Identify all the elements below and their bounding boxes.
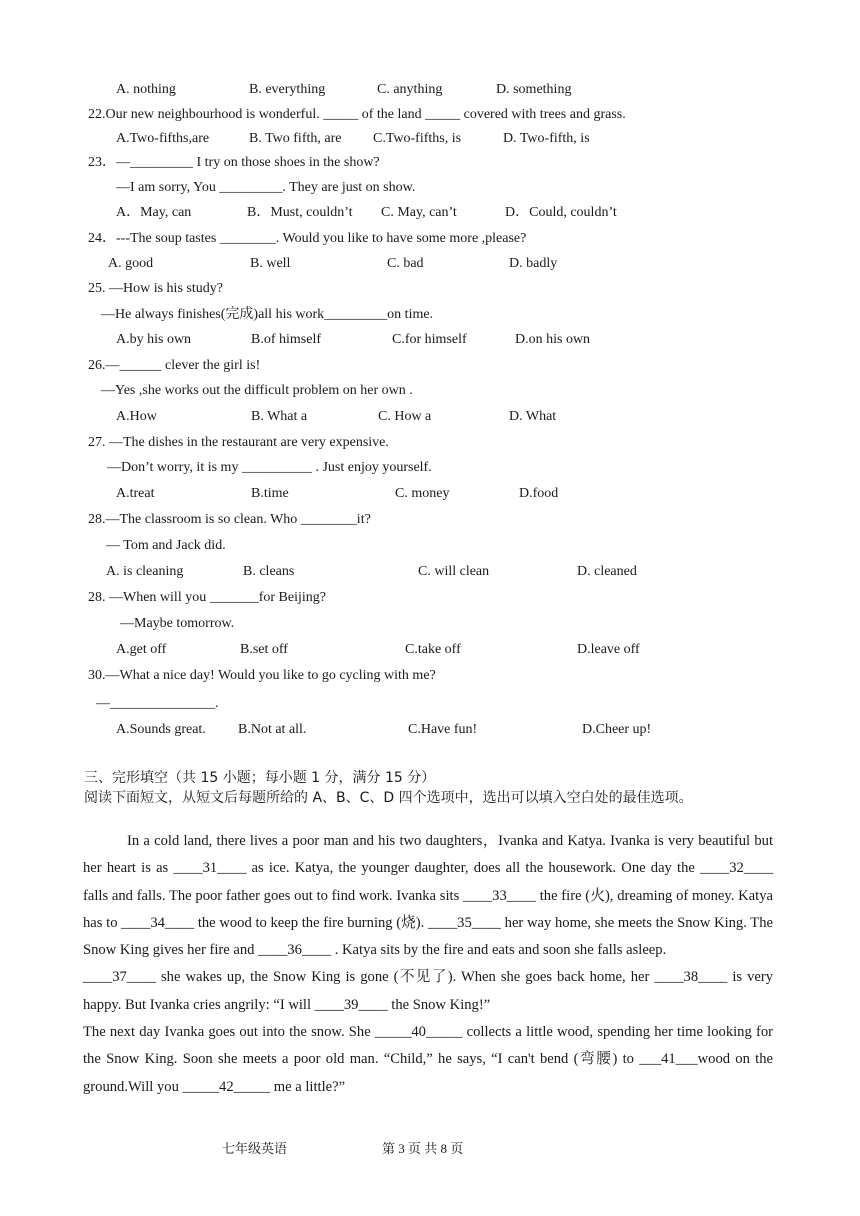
question-stem: 23．—_________ I try on those shoes in the show? [88, 155, 380, 170]
option-c: C. money [395, 486, 450, 501]
option-d: D. Two-fifth, is [503, 131, 590, 146]
option-c: C.Two-fifths, is [373, 131, 462, 146]
option-c: C. will clean [418, 564, 490, 579]
option-d: D.leave off [577, 642, 640, 657]
option-b: B．Must, couldn’t [247, 205, 353, 220]
option-a: A. is cleaning [106, 564, 184, 579]
question-response: —He always finishes(完成)all his work_________on time. [101, 307, 434, 322]
option-c: C.for himself [392, 332, 467, 347]
footer-subject: 七年级英语 [222, 1141, 288, 1156]
option-d: D.Cheer up! [582, 722, 652, 737]
option-d: D. cleaned [577, 564, 637, 579]
passage-paragraph-2: ____37____ she wakes up, the Snow King is gone (不见了). When she goes back home, her ____38____ is very happy. But Ivanka cries angrily: “I will ____39____ the Snow King!” [83, 969, 773, 1013]
question-response: —Maybe tomorrow. [120, 616, 235, 631]
passage-paragraph-3: The next day Ivanka goes out into the snow. She _____40_____ collects a little wood, spending her time looking for the Snow King. Soon she meets a poor old man. “Child,” he says, “I can't bend (弯腰) to ___41___wood on the ground.Will you _____42_____ me a little?” [83, 1024, 773, 1095]
question-response: — Tom and Jack did. [106, 538, 226, 553]
question-stem: 26.—______ clever the girl is! [88, 358, 261, 373]
question-stem: 30.—What a nice day! Would you like to go cycling with me? [88, 668, 436, 683]
question-stem: 27. —The dishes in the restaurant are very expensive. [88, 435, 389, 450]
option-a: A.treat [116, 486, 155, 501]
option-b: B. cleans [243, 564, 295, 579]
question-response: —Yes ,she works out the difficult problem on her own . [101, 383, 413, 398]
option-b: B.time [251, 486, 289, 501]
option-b: B.set off [240, 642, 288, 657]
option-c: C. How a [378, 409, 432, 424]
question-response: —Don’t worry, it is my __________ . Just enjoy yourself. [107, 460, 432, 475]
option-a: A.get off [116, 642, 167, 657]
section-instruction: 阅读下面短文，从短文后每题所给的 A、B、C、D 四个选项中，选出可以填入空白处的最佳选项。 [84, 790, 693, 806]
q21-option-a: A. nothing [116, 82, 176, 97]
option-d: D. What [509, 409, 557, 424]
option-b: B.of himself [251, 332, 321, 347]
option-b: B. What a [251, 409, 308, 424]
option-b: B. well [250, 256, 291, 271]
option-c: C. bad [387, 256, 424, 271]
option-d: D.food [519, 486, 559, 501]
question-response: —I am sorry, You _________. They are just on show. [116, 180, 416, 195]
option-a: A.Sounds great. [116, 722, 206, 737]
option-c: C. May, can’t [381, 205, 457, 220]
option-b: B.Not at all. [238, 722, 307, 737]
question-response: —_______________. [96, 696, 219, 711]
q21-option-c: C. anything [377, 82, 443, 97]
option-a: A. good [108, 256, 154, 271]
q21-option-d: D. something [496, 82, 572, 97]
option-d: D. badly [509, 256, 558, 271]
option-c: C.take off [405, 642, 461, 657]
q21-option-b: B. everything [249, 82, 326, 97]
question-stem: 28.—The classroom is so clean. Who ________it? [88, 512, 371, 527]
option-a: A.Two-fifths,are [116, 131, 210, 146]
question-stem: 22.Our new neighbourhood is wonderful. _____ of the land _____ covered with trees and grass. [88, 107, 626, 122]
option-d: D.on his own [515, 332, 591, 347]
option-c: C.Have fun! [408, 722, 478, 737]
cloze-passage [83, 828, 773, 1101]
option-d: D．Could, couldn’t [505, 205, 617, 220]
question-stem: 24．---The soup tastes ________. Would you like to have some more ,please? [88, 231, 527, 246]
question-stem: 25. —How is his study? [88, 281, 223, 296]
option-a: A.by his own [116, 332, 192, 347]
section-heading: 三、完形填空（共 15 小题；每小题 1 分，满分 15 分） [84, 770, 436, 786]
option-a: A.How [116, 409, 157, 424]
option-a: A．May, can [116, 205, 192, 220]
footer-page-number: 第 3 页 共 8 页 [382, 1141, 464, 1156]
passage-paragraph-1: In a cold land, there lives a poor man and his two daughters，Ivanka and Katya. Ivanka is very beautiful but her heart is as ____31____ as ice. Katya, the younger daughter, does all the housework. One day the ____32____ falls and falls. The poor father goes out to find work. Ivanka sits ____33____ the fire (火), dreaming of money. Katya has to ____34____ the wood to keep the fire burning (烧). ____35____ her way home, she meets the Snow King. The Snow King gives her fire and ____36____ . Katya sits by the fire and eats and soon she falls asleep. [83, 833, 773, 959]
question-stem: 28. —When will you _______for Beijing? [88, 590, 326, 605]
option-b: B. Two fifth, are [249, 131, 342, 146]
